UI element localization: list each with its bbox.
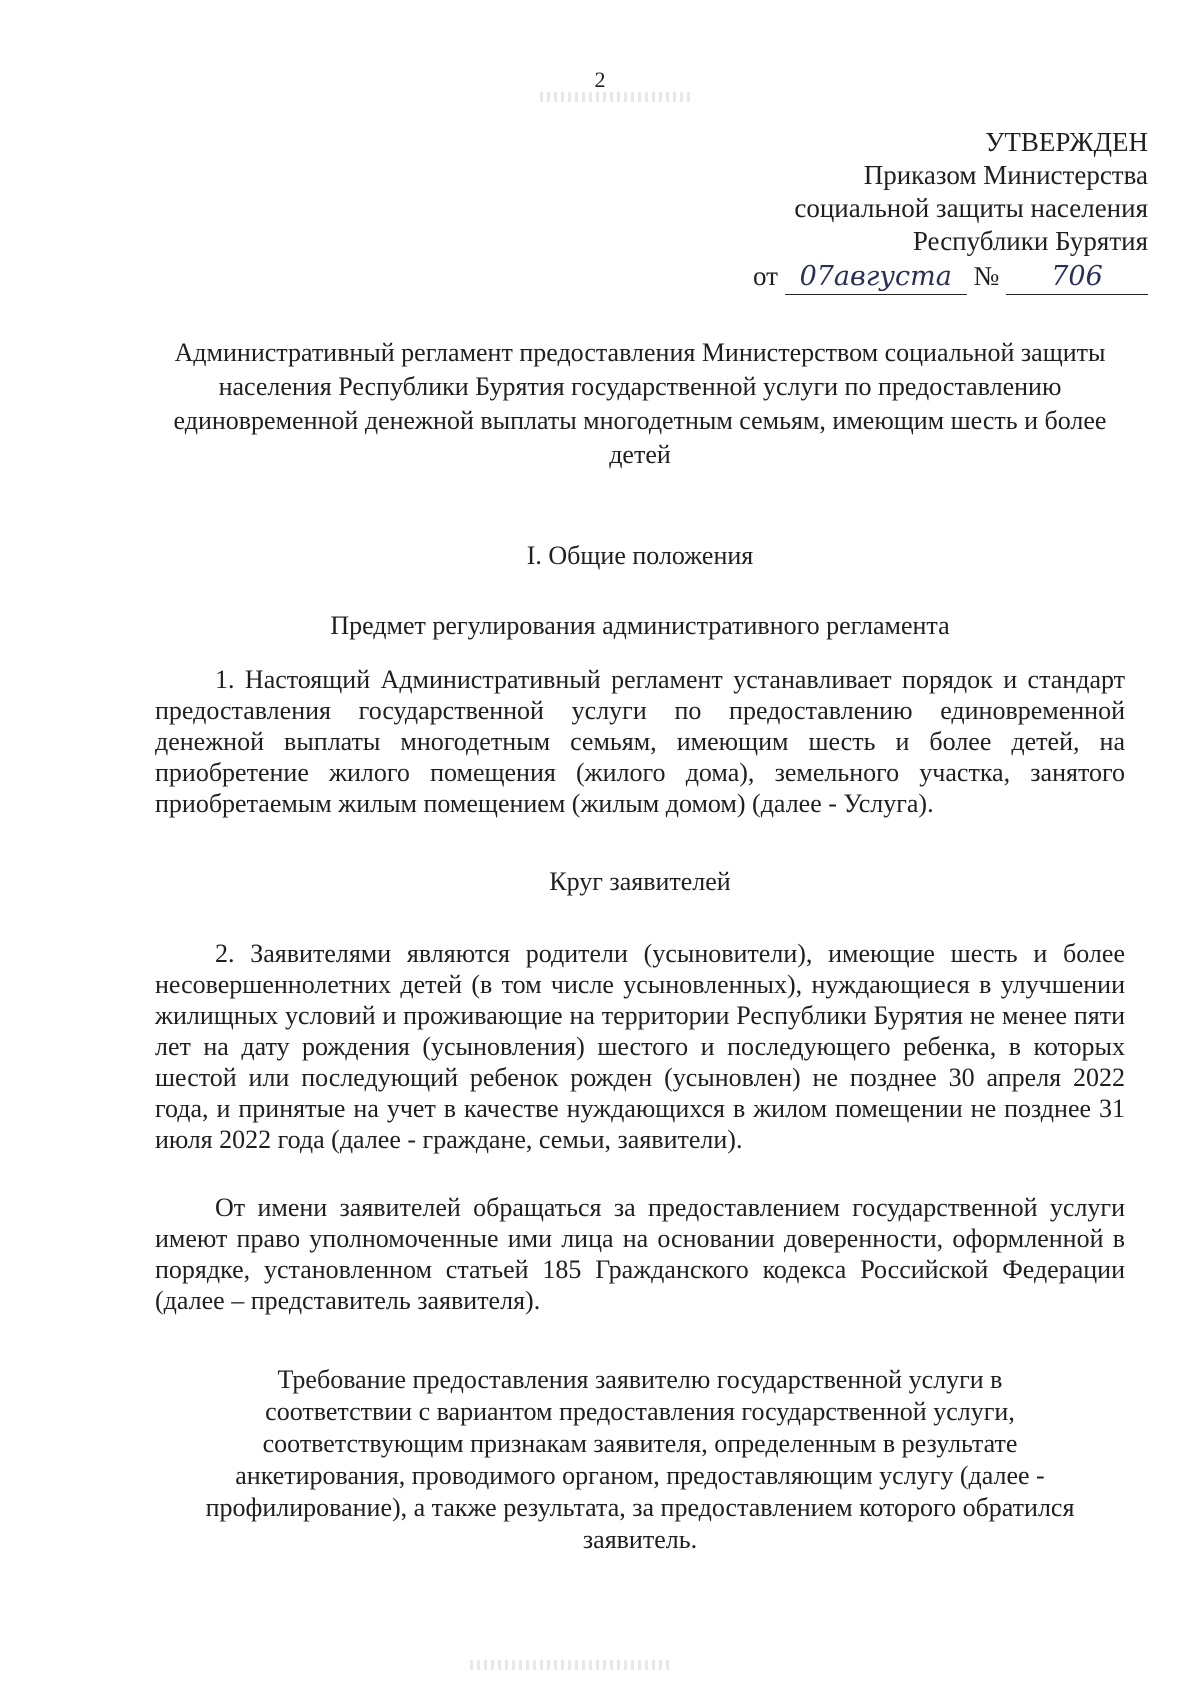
approval-date-number-line bbox=[628, 260, 1148, 295]
approval-block bbox=[628, 126, 1148, 295]
paragraph-1: 1. Настоящий Административный регламент устанавливает порядок и стандарт предоставления государственной услуги по предоставлению единовременной денежной выплаты многодетным семьям, имеющим шесть и более детей, на приобретение жилого помещения (жилого дома), земельного участка, занятого приобретаемым жилым помещением (жилым домом) (далее - Услуга). bbox=[155, 665, 1125, 818]
requirement-line: заявитель. bbox=[582, 1525, 698, 1554]
subsection-heading-applicants: Круг заявителей bbox=[549, 867, 731, 896]
handwritten-date: 07августа bbox=[785, 260, 967, 295]
requirement-line: Требование предоставления заявителю государственной услуги в bbox=[277, 1365, 1003, 1394]
requirement-line: профилирование), а также результата, за предоставлением которого обратился bbox=[205, 1493, 1075, 1522]
scan-noise-bottom bbox=[470, 1660, 670, 1670]
document-title: Административный регламент предоставления Министерством социальной защиты населения Республики Бурятия государственной услуги по предоставлению единовременной денежной выплаты многодетным семьям, имеющим шесть и более детей bbox=[173, 338, 1107, 469]
subsection-heading-requirement bbox=[150, 1364, 1130, 1556]
approval-republic-line: Республики Бурятия bbox=[912, 226, 1148, 256]
requirement-line: анкетирования, проводимого органом, предоставляющим услугу (далее - bbox=[235, 1461, 1045, 1490]
number-label: № bbox=[973, 261, 1000, 291]
requirement-line: соответствующим признакам заявителя, определенным в результате bbox=[262, 1429, 1018, 1458]
page-number: 2 bbox=[594, 67, 606, 92]
approval-ministry-line: социальной защиты населения bbox=[794, 193, 1148, 223]
approval-title: УТВЕРЖДЕН bbox=[985, 127, 1148, 157]
approval-order-line: Приказом Министерства bbox=[863, 160, 1148, 190]
paragraph-2: 2. Заявителями являются родители (усыновители), имеющие шесть и более несовершеннолетних детей (в том числе усыновленных), нуждающиеся в улучшении жилищных условий и проживающие на территории Республики Бурятия не менее пяти лет на дату рождения (усыновления) шестого и последующего ребенка, в которых шестой или последующий ребенок рожден (усыновлен) не позднее 30 апреля 2022 года, и принятые на учет в качестве нуждающихся в жилом помещении не позднее 31 июля 2022 года (далее - граждане, семьи, заявители). bbox=[155, 939, 1125, 1154]
from-label: от bbox=[753, 261, 778, 291]
requirement-line: соответствии с вариантом предоставления государственной услуги, bbox=[265, 1397, 1015, 1426]
section-heading-general: I. Общие положения bbox=[526, 541, 754, 570]
subsection-heading-subject: Предмет регулирования административного регламента bbox=[330, 611, 950, 640]
paragraph-3: От имени заявителей обращаться за предоставлением государственной услуги имеют право уполномоченные ими лица на основании доверенности, оформленной в порядке, установленном статьей 185 Гражданского кодекса Российской Федерации (далее – представитель заявителя). bbox=[155, 1193, 1125, 1315]
handwritten-number: 706 bbox=[1006, 260, 1148, 295]
